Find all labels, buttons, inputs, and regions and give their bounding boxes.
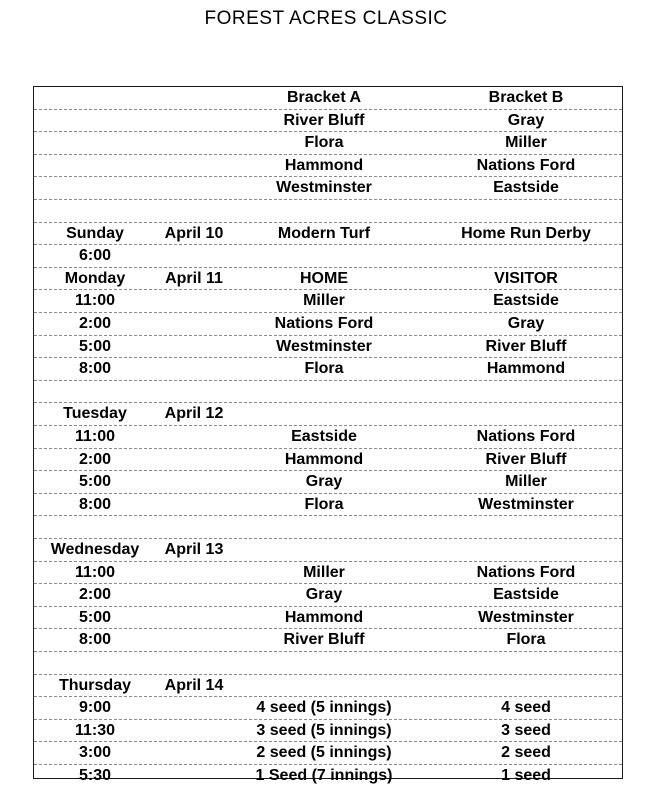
home-team-cell: Westminster xyxy=(276,337,372,355)
visitor-team-cell: River Bluff xyxy=(485,337,567,355)
schedule-row xyxy=(34,539,622,562)
day-time-cell: 8:00 xyxy=(78,360,112,378)
day-time-cell: 8:00 xyxy=(78,631,112,649)
visitor-team-cell: 3 seed xyxy=(501,721,551,739)
home-team-cell: Gray xyxy=(305,473,343,491)
schedule-row xyxy=(34,516,622,539)
visitor-team-cell: Eastside xyxy=(493,179,559,197)
schedule-row xyxy=(34,697,622,720)
visitor-team-cell: Miller xyxy=(505,473,547,491)
home-team-cell: Miller xyxy=(303,292,345,310)
date-cell: April 10 xyxy=(164,224,224,242)
home-team-cell: River Bluff xyxy=(283,111,365,129)
home-team-cell: Hammond xyxy=(284,450,364,468)
visitor-team-cell: Eastside xyxy=(493,586,559,604)
home-team-cell: HOME xyxy=(300,269,348,287)
home-team-cell: River Bluff xyxy=(283,631,365,649)
home-team-cell: 4 seed (5 innings) xyxy=(256,699,392,717)
visitor-team-cell: Hammond xyxy=(486,360,566,378)
day-time-cell: 11:00 xyxy=(74,428,116,445)
schedule-row xyxy=(34,245,622,268)
visitor-team-cell: Gray xyxy=(507,315,545,332)
schedule-row xyxy=(34,562,622,585)
page-title: FOREST ACRES CLASSIC xyxy=(204,8,448,29)
schedule-row xyxy=(34,607,622,630)
visitor-team-cell: Westminster xyxy=(478,495,574,513)
home-team-cell: Nations Ford xyxy=(274,315,374,332)
schedule-row xyxy=(34,584,622,607)
schedule-row xyxy=(34,381,622,404)
schedule-table xyxy=(33,86,623,784)
date-cell: April 13 xyxy=(164,541,224,558)
day-time-cell: 3:00 xyxy=(78,744,112,762)
visitor-team-cell: Home Run Derby xyxy=(461,224,591,242)
visitor-team-cell: Miller xyxy=(505,134,547,152)
schedule-row xyxy=(34,403,622,426)
home-team-cell: Bracket A xyxy=(286,89,362,106)
home-team-cell: Hammond xyxy=(284,608,364,626)
schedule-row xyxy=(34,223,622,246)
home-team-cell: 2 seed (5 innings) xyxy=(256,744,392,762)
visitor-team-cell: VISITOR xyxy=(494,269,558,287)
visitor-team-cell: Nations Ford xyxy=(476,428,576,445)
schedule-row xyxy=(34,177,622,200)
visitor-team-cell: Westminster xyxy=(478,608,574,626)
visitor-team-cell: Nations Ford xyxy=(476,563,576,581)
home-team-cell: 3 seed (5 innings) xyxy=(256,721,392,739)
schedule-row xyxy=(34,313,622,336)
schedule-row xyxy=(34,471,622,494)
schedule-row xyxy=(34,358,622,381)
schedule-row xyxy=(34,652,622,675)
day-time-cell: 11:30 xyxy=(74,721,116,739)
home-team-cell: Eastside xyxy=(291,428,357,445)
schedule-row xyxy=(34,742,622,765)
visitor-team-cell: Bracket B xyxy=(488,89,564,106)
day-time-cell: Sunday xyxy=(66,224,124,242)
schedule-row xyxy=(34,155,622,178)
home-team-cell: Miller xyxy=(303,563,345,581)
schedule-row xyxy=(34,290,622,313)
date-cell: April 11 xyxy=(165,269,223,287)
day-time-cell: 11:00 xyxy=(74,292,116,310)
visitor-team-cell: 1 seed xyxy=(501,767,551,784)
schedule-row xyxy=(34,629,622,652)
schedule-row xyxy=(34,110,622,133)
day-time-cell: 2:00 xyxy=(78,586,112,604)
day-time-cell: Tuesday xyxy=(63,405,127,423)
day-time-cell: 2:00 xyxy=(78,315,112,332)
day-time-cell: 5:00 xyxy=(78,473,112,491)
home-team-cell: 1 Seed (7 innings) xyxy=(255,767,393,784)
schedule-row xyxy=(34,132,622,155)
home-team-cell: Flora xyxy=(304,360,344,378)
day-time-cell: 2:00 xyxy=(78,450,112,468)
day-time-cell: Thursday xyxy=(58,676,131,694)
day-time-cell: 5:00 xyxy=(78,608,112,626)
day-time-cell: Monday xyxy=(64,269,126,287)
day-time-cell: 6:00 xyxy=(78,247,112,265)
home-team-cell: Modern Turf xyxy=(277,224,371,242)
visitor-team-cell: 4 seed xyxy=(501,699,551,717)
home-team-cell: Flora xyxy=(304,134,344,152)
schedule-row xyxy=(34,87,622,110)
schedule-row xyxy=(34,336,622,359)
visitor-team-cell: 2 seed xyxy=(501,744,551,762)
schedule-row xyxy=(34,449,622,472)
day-time-cell: 5:00 xyxy=(78,337,112,355)
schedule-row xyxy=(34,200,622,223)
home-team-cell: Flora xyxy=(304,495,344,513)
day-time-cell: 8:00 xyxy=(78,495,112,513)
day-time-cell: Wednesday xyxy=(50,541,140,558)
date-cell: April 14 xyxy=(164,676,224,694)
home-team-cell: Westminster xyxy=(276,179,372,197)
visitor-team-cell: River Bluff xyxy=(485,450,567,468)
date-cell: April 12 xyxy=(164,405,224,423)
home-team-cell: Hammond xyxy=(284,156,364,174)
visitor-team-cell: Nations Ford xyxy=(476,156,576,174)
schedule-row xyxy=(34,720,622,743)
schedule-row xyxy=(34,494,622,517)
home-team-cell: Gray xyxy=(305,586,343,604)
visitor-team-cell: Eastside xyxy=(493,292,559,310)
schedule-row xyxy=(34,675,622,698)
visitor-team-cell: Gray xyxy=(507,111,545,129)
schedule-row xyxy=(34,765,622,788)
visitor-team-cell: Flora xyxy=(506,631,546,649)
schedule-row xyxy=(34,268,622,291)
day-time-cell: 9:00 xyxy=(78,699,112,717)
schedule-row xyxy=(34,426,622,449)
day-time-cell: 5:30 xyxy=(78,767,112,784)
day-time-cell: 11:00 xyxy=(74,563,116,581)
